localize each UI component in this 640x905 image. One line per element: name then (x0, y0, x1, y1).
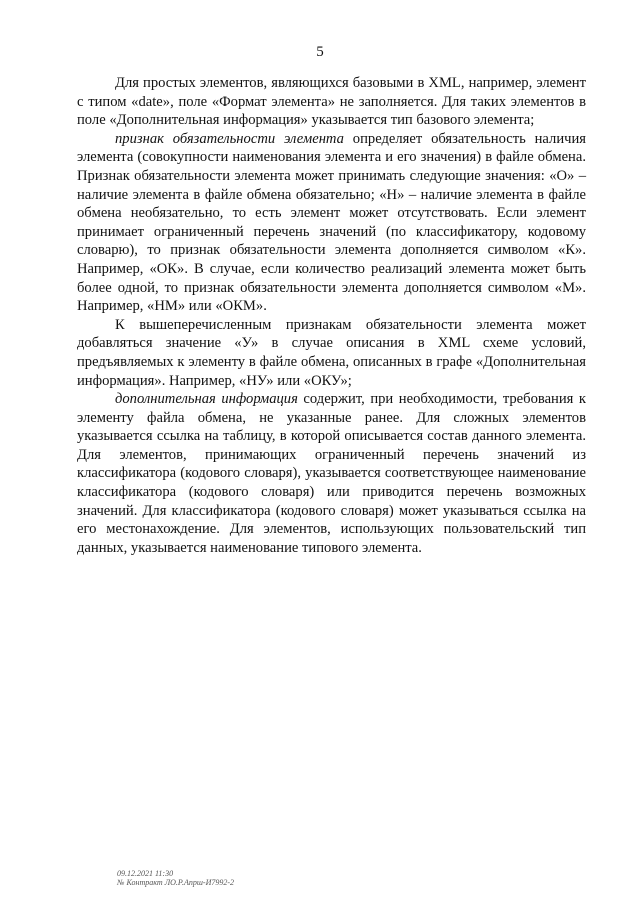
page-number: 5 (316, 44, 324, 60)
paragraph-4 (77, 390, 586, 557)
paragraph-4-text: содержит, при необходимости, требования к элементу файла обмена, не указанные ранее. Для сложных элементов указывается ссылка на таблицу, в которой описывается состав данного элемента. Для элементов, принимающих ограниченный перечень значений из классификатора (кодового словаря), указывается соответствующее наименование классификатора (кодового словаря) или приводится перечень возможных значений. Для классификатора (кодового словаря) может указываться ссылка на его местонахождение. Для элементов, использующих пользовательский тип данных, указывается наименование типового элемента. (77, 391, 587, 556)
term-mandatory-flag: признак обязательности элемента (115, 130, 344, 147)
paragraph-1 (77, 74, 586, 130)
paragraph-3 (77, 316, 586, 390)
paragraph-3-text: К вышеперечисленным признакам обязательности элемента может добавляться значение «У» в случае описания в XML схеме условий, предъявляемых к элементу в файле обмена, описанных в графе «Дополнительная информация». Например, «НУ» или «ОКУ»; (77, 316, 586, 389)
paragraph-1-text: Для простых элементов, являющихся базовыми в XML, например, элемент с типом «date», поле «Формат элемента» не заполняется. Для таких элементов в поле «Дополнительная информация» указывается тип базового элемента; (77, 75, 586, 129)
paragraph-2-text: определяет обязательность наличия элемента (совокупности наименования элемента и его значения) в файле обмена. Признак обязательности элемента может принимать следующие значения: «О» – наличие элемента в файле обмена обязательно; «Н» – наличие элемента в файле обмена необязательно, то есть элемент может отсутствовать. Если элемент принимает ограниченный перечень значений (по классификатору, кодовому словарю), то признак обязательности элемента дополняется символом «К». Например, «ОК». В случае, если количество реализаций элемента может быть более одной, то признак обязательности элемента дополняется символом «М». Например, «НМ» или «ОКМ». (77, 130, 586, 315)
term-additional-info: дополнительная информация (115, 391, 298, 408)
footer-document-id: № Контракт ЛО.Р.Апрш-И7992-2 (117, 878, 235, 887)
footer-timestamp: 09.12.2021 11:30 (117, 869, 174, 878)
paragraph-2 (77, 130, 586, 316)
footer-stamp (117, 869, 234, 887)
document-body (77, 74, 586, 557)
